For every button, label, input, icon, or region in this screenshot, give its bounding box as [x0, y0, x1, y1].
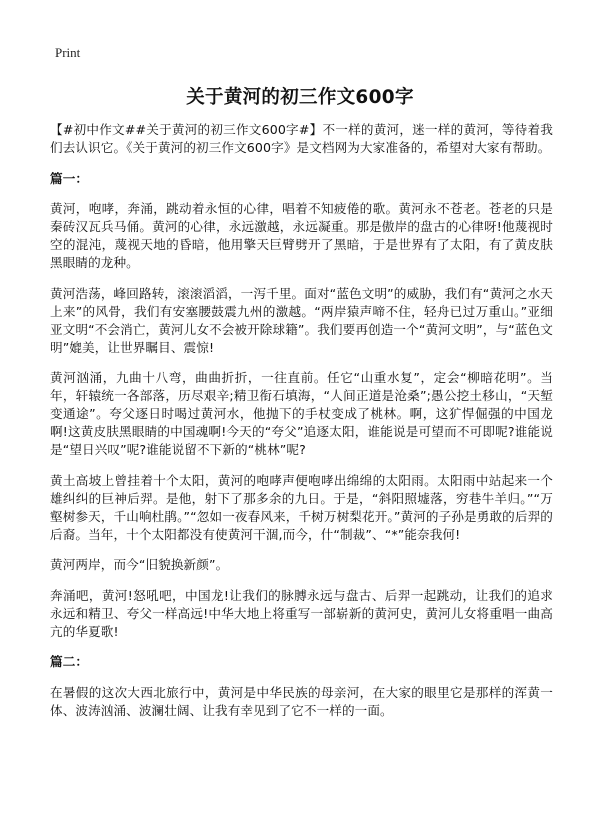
section-1-paragraph-6: 奔涌吧，黄河!怒吼吧，中国龙!让我们的脉膊永远与盘古、后羿一起跳动，让我们的追求永远和精卫、夸父一样高远!中华大地上将重写一部崭新的黄河史，黄河儿女将重唱一曲高亢的华夏歌! — [50, 587, 553, 639]
page-title: 关于黄河的初三作文600字 — [186, 87, 414, 108]
section-1-heading: 篇一： — [50, 170, 89, 186]
intro-paragraph: 【#初中作文##关于黄河的初三作文600字#】不一样的黄河，迷一样的黄河，等待着我们去认识它。《关于黄河的初三作文600字》是文档网为大家准备的，希望对大家有帮助。 — [50, 122, 553, 155]
section-1-paragraph-1: 黄河，咆哮，奔涌，跳动着永恒的心律，唱着不知疲倦的歌。黄河永不苍老。苍老的只是秦砖汉瓦兵马俑。黄河的心律，永远激越，永远凝重。那是傲岸的盘古的心律呀!他蔑视时空的混沌，蔑视天地的昏暗，他用擎天巨臂劈开了黑暗，于是世界有了太阳，有了黄皮肤黑眼睛的龙种。 — [50, 201, 553, 270]
section-1-paragraph-3: 黄河汹涌，九曲十八弯，曲曲折折，一往直前。任它“山重水复”，定会“柳暗花明”。当年，轩辕统一各部落，历尽艰辛;精卫衔石填海，“人间正道是沧桑”;愚公挖土移山，“天堑变通途”。夸父逐日时喝过黄河水，他抛下的手杖变成了桃林。啊，这犷悍倔强的中国龙啊!这黄皮肤黑眼睛的中国魂啊!今天的“夸父”追逐太阳，谁能说是可望而不可即呢?谁能说是“望日兴叹”呢?谁能说留不下新的“桃林”呢? — [50, 370, 553, 457]
section-2-paragraph-1: 在暑假的这次大西北旅行中，黄河是中华民族的母亲河，在大家的眼里它是那样的浑黄一体、波涛汹涌、波澜壮阔、让我有幸见到了它不一样的一面。 — [50, 684, 553, 718]
section-2-heading: 篇二： — [50, 654, 89, 669]
print-link[interactable]: Print — [55, 45, 81, 60]
section-1-paragraph-4: 黄土高坡上曾挂着十个太阳，黄河的咆哮声便咆哮出绵绵的太阳雨。太阳雨中站起来一个雄纠纠的巨神后羿。是他，射下了那多余的九日。于是，“斜阳照墟落，穷巷牛羊归。”“万壑树参天，千山响杜鹃。”“忽如一夜春风来，千树万树梨花开。”黄河的子孙是勇敢的后羿的后裔。当年，十个太阳都没有使黄河干涸,而今，什“制裁”、“*”能奈我何! — [50, 472, 553, 542]
section-1-paragraph-2: 黄河浩荡，峰回路转，滚滚滔滔，一泻千里。面对“蓝色文明”的威胁，我们有“黄河之水天上来”的风骨，我们有安塞腰鼓震九州的激越。“两岸猿声啼不住，轻舟已过万重山。”亚细亚文明“不会消亡，黄河儿女不会被开除球籍”。我们要再创造一个“黄河文明”，与“蓝色文明”媲美，让世界瞩目、震惊! — [50, 285, 553, 355]
article-body — [50, 121, 553, 732]
section-1-paragraph-5: 黄河两岸，而今“旧貌换新颜”。 — [50, 557, 229, 572]
